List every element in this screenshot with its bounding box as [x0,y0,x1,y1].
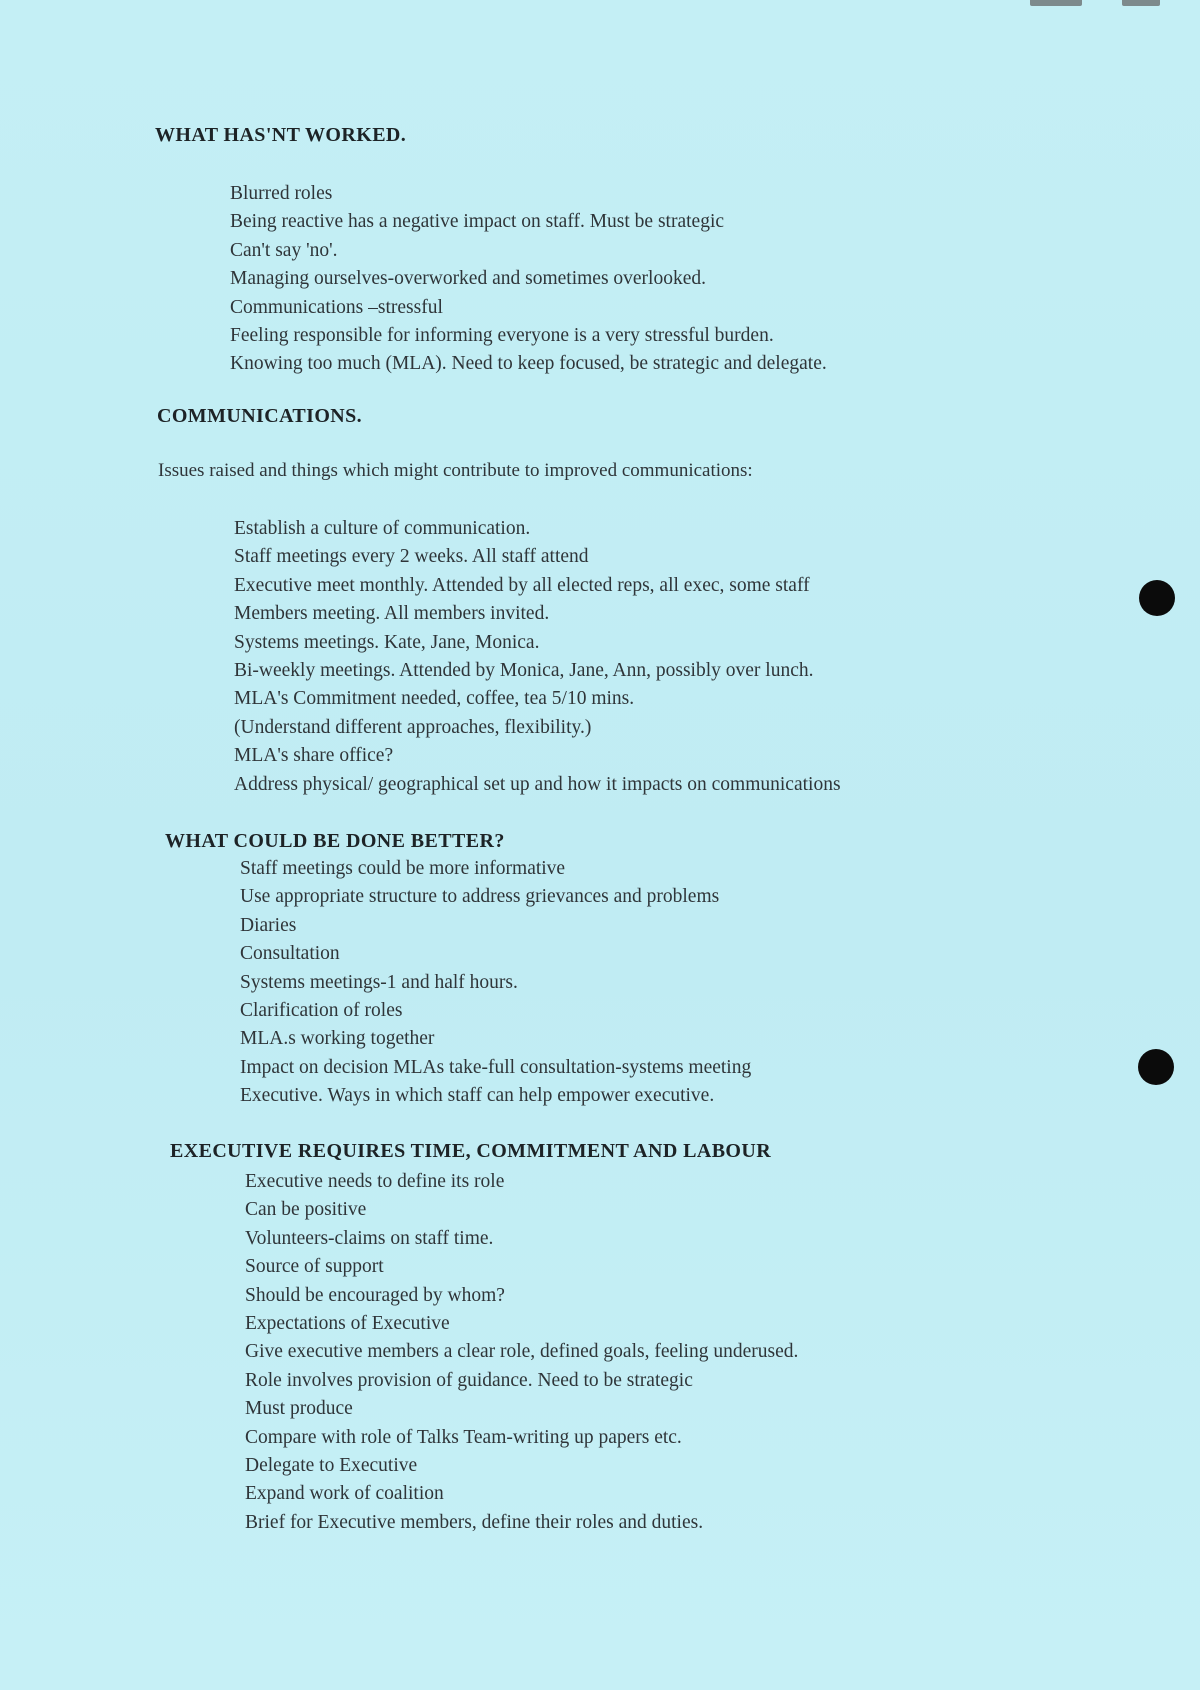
list-item: Knowing too much (MLA). Need to keep focused, be strategic and delegate. [230,353,827,375]
list-item: Executive needs to define its role [245,1171,505,1192]
list-item: Diaries [240,914,297,936]
corner-scan-mark [1030,0,1180,8]
list-item: Systems meetings-1 and half hours. [240,971,518,993]
punch-hole-lower [1138,1049,1174,1085]
list-item: Managing ourselves-overworked and sometimes overlooked. [230,268,706,290]
list-item: Delegate to Executive [245,1455,418,1477]
list-item: Give executive members a clear role, defined goals, feeling underused. [245,1341,799,1363]
list-item: Establish a culture of communication. [234,518,531,539]
list-item: Source of support [245,1256,384,1278]
heading-what-could-be-done-better: WHAT COULD BE DONE BETTER? [165,830,505,852]
list-item: Can't say 'no'. [230,239,338,261]
list-item: Staff meetings could be more informative [240,858,566,879]
list-item: Volunteers-claims on staff time. [245,1227,494,1249]
list-item: Role involves provision of guidance. Need to be strategic [245,1369,693,1391]
heading-what-hasnt-worked: WHAT HAS'NT WORKED. [155,124,407,146]
list-item: (Understand different approaches, flexibility.) [234,716,592,738]
list-item: Bi-weekly meetings. Attended by Monica, Jane, Ann, possibly over lunch. [234,660,814,682]
list-item: Executive. Ways in which staff can help empower executive. [240,1085,715,1107]
list-item: Should be encouraged by whom? [245,1284,505,1306]
list-item: Must produce [245,1398,353,1420]
list-item: Can be positive [245,1199,367,1221]
list-item: MLA.s working together [240,1028,435,1050]
list-item: Expectations of Executive [245,1313,450,1335]
list-item: Staff meetings every 2 weeks. All staff attend [234,546,589,568]
communications-intro: Issues raised and things which might contribute to improved communications: [158,460,753,481]
list-item: Address physical/ geographical set up and how it impacts on communications [234,773,841,795]
heading-communications: COMMUNICATIONS. [157,405,363,427]
list-item: Feeling responsible for informing everyone is a very stressful burden. [230,325,774,347]
list-item: Brief for Executive members, define their roles and duties. [245,1511,704,1533]
list-item: Executive meet monthly. Attended by all elected reps, all exec, some staff [234,574,810,596]
heading-executive: EXECUTIVE REQUIRES TIME, COMMITMENT AND LABOUR [170,1140,772,1162]
list-item: Impact on decision MLAs take-full consultation-systems meeting [240,1056,752,1078]
list-item: Consultation [240,943,340,965]
list-item: Being reactive has a negative impact on staff. Must be strategic [230,211,725,233]
list-item: Clarification of roles [240,1000,403,1022]
list-item: Systems meetings. Kate, Jane, Monica. [234,631,540,653]
list-item: Communications –stressful [230,296,443,318]
list-item: MLA's share office? [234,745,394,767]
list-executive [245,1168,798,1537]
list-item: Compare with role of Talks Team-writing up papers etc. [245,1426,682,1448]
list-what-hasnt-worked [230,180,827,379]
list-item: Expand work of coalition [245,1483,444,1505]
punch-hole-upper [1139,580,1175,616]
list-communications [234,515,841,799]
list-item: Members meeting. All members invited. [234,603,550,625]
list-item: MLA's Commitment needed, coffee, tea 5/10 mins. [234,688,635,710]
list-item: Use appropriate structure to address grievances and problems [240,886,720,908]
list-what-could-be-done-better [240,855,751,1111]
list-item: Blurred roles [230,183,333,204]
